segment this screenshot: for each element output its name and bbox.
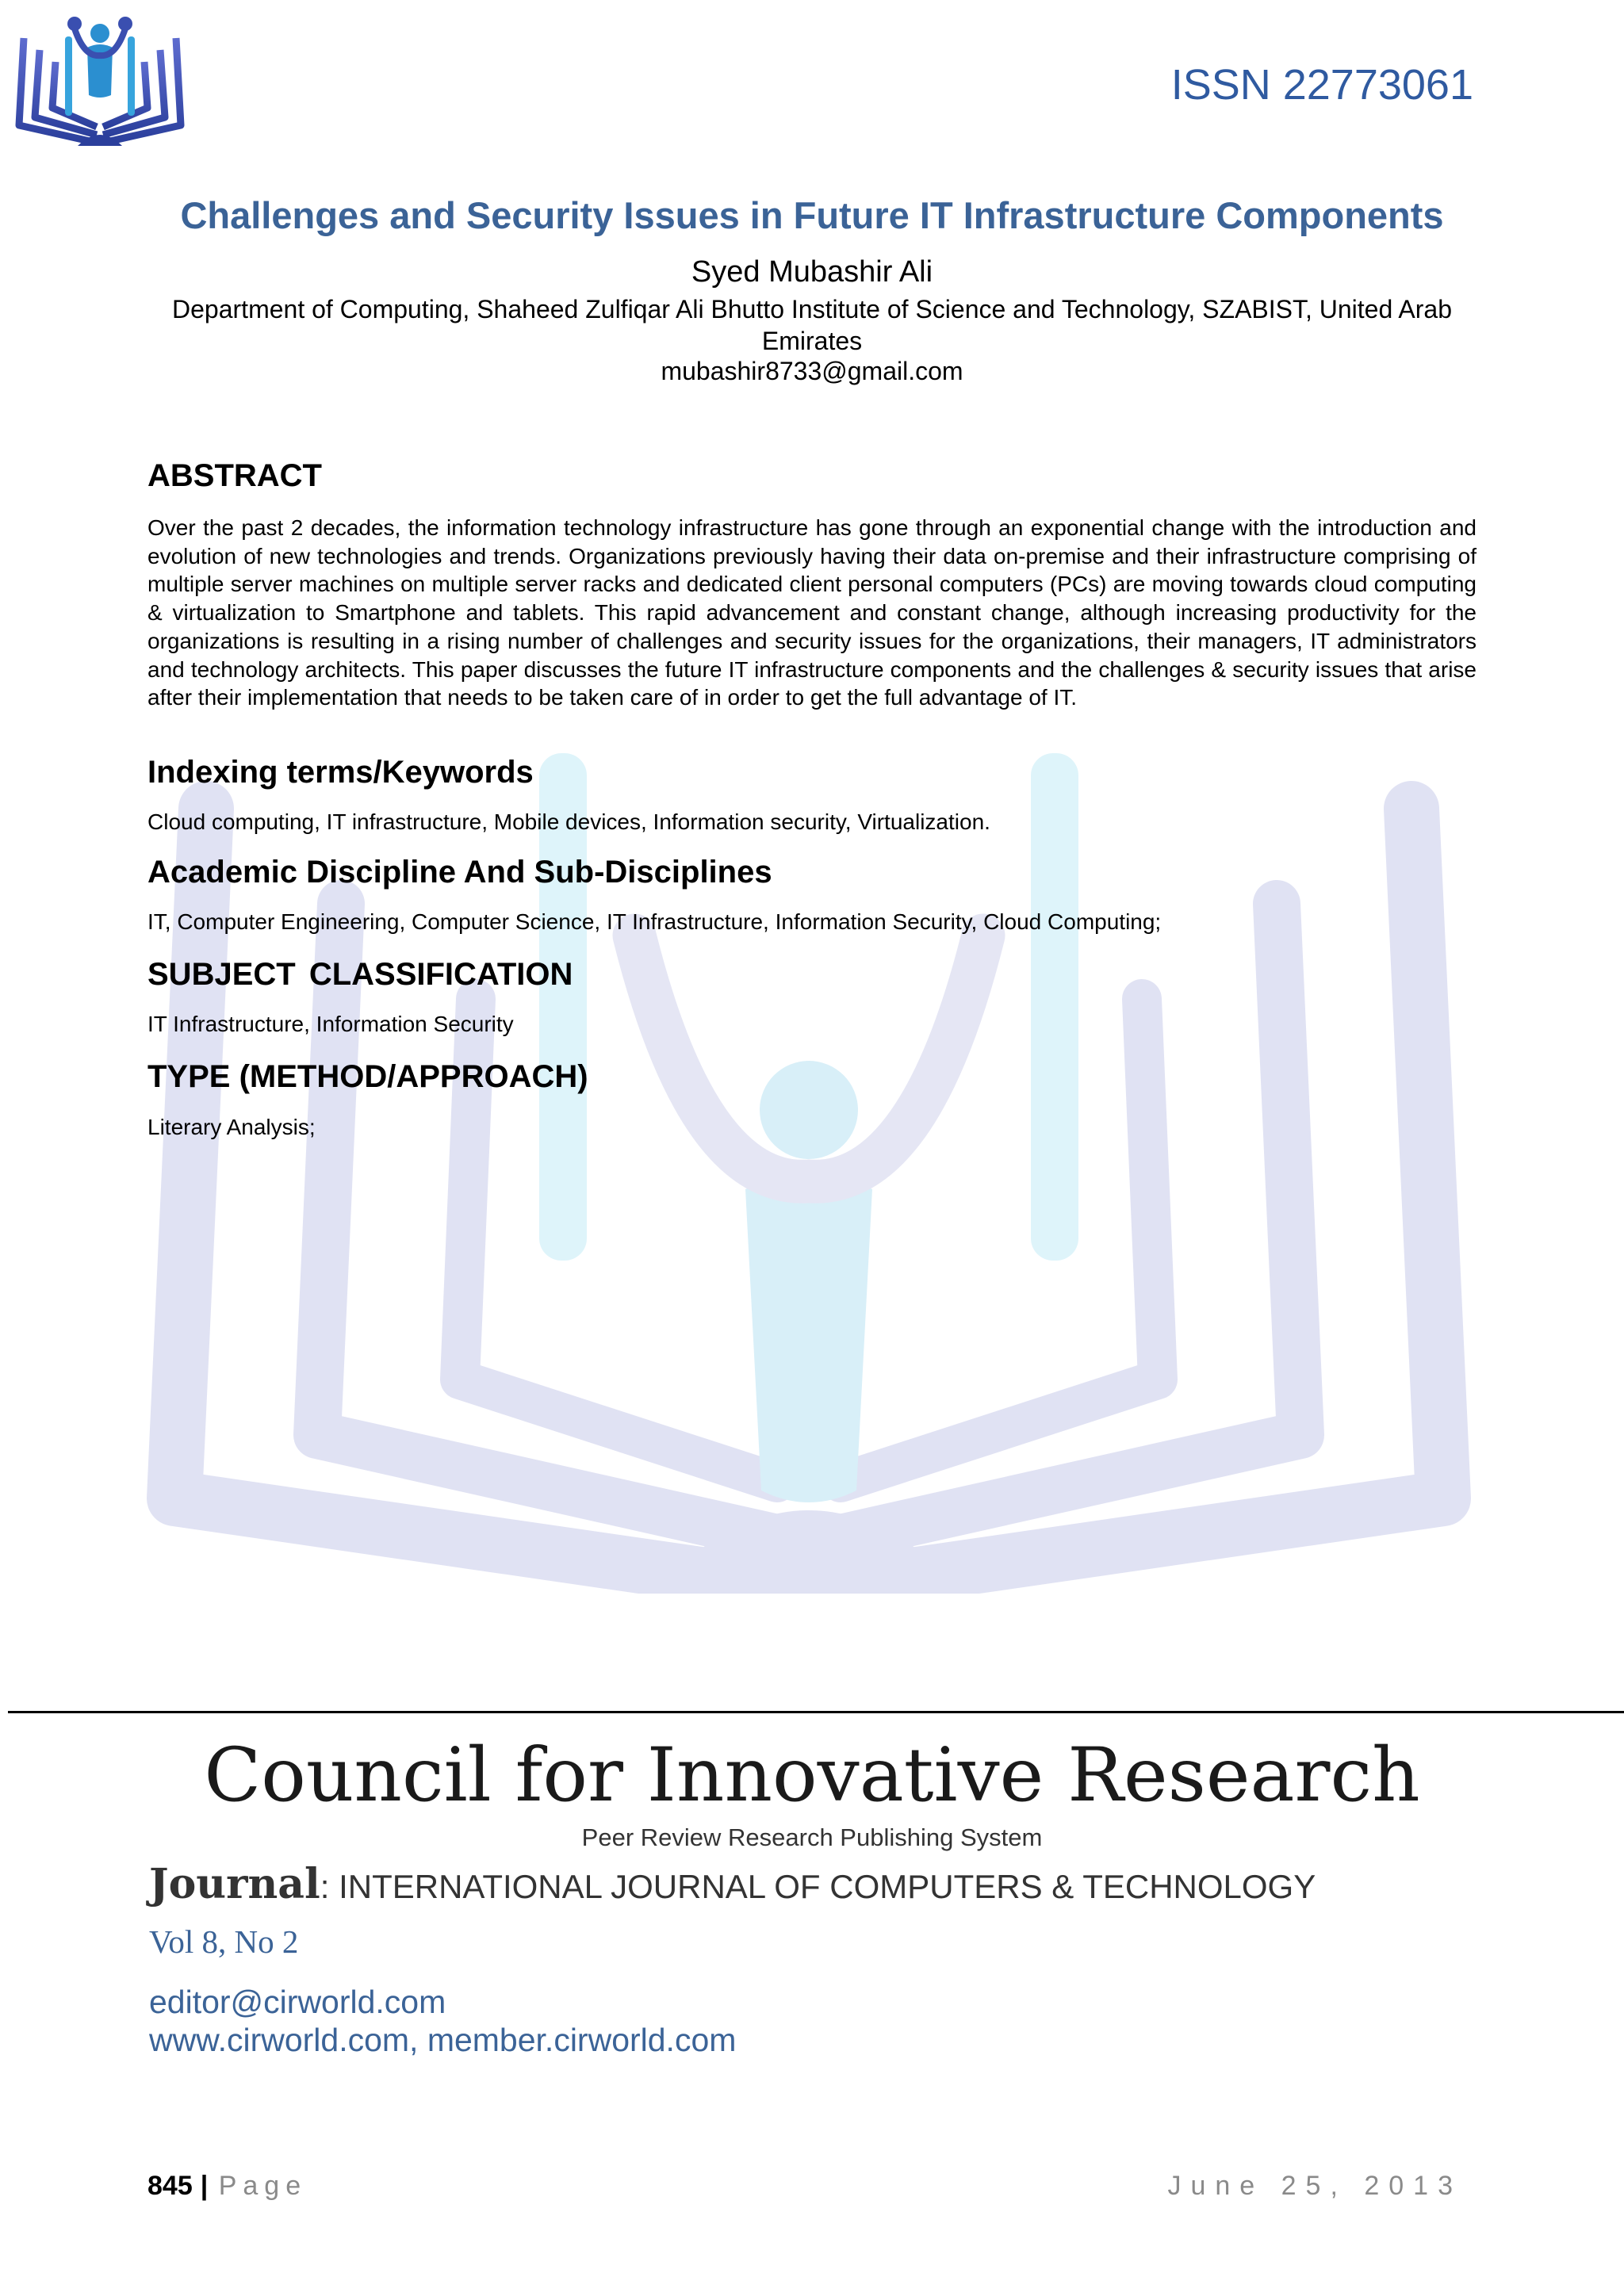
abstract-text: Over the past 2 decades, the information technology infrastructure has gone through an exponential change with the introduction and evolution of new technologies and trends. Organizations previously having their data on-premise and their infrastructure comprising of multiple server machines on multiple server racks and dedicated client personal computers (PCs) are moving towards cloud computing & virtualization to Smartphone and tablets. This rapid advancement and constant change, although increasing productivity for the organizations is resulting in a rising number of challenges and security issues for the organizations, their managers, IT administrators and technology architects. This paper discusses the future IT infrastructure components and the challenges & security issues that arise after their implementation that needs to be taken care of in order to get the full advantage of IT. xyxy=(147,515,1477,710)
journal-logo-icon xyxy=(8,6,192,146)
issn-label: ISSN 22773061 xyxy=(1170,61,1473,109)
type-heading: TYPE (METHOD/APPROACH) xyxy=(147,1059,588,1094)
keywords-heading: Indexing terms/Keywords xyxy=(147,755,534,790)
author-name: Syed Mubashir Ali xyxy=(691,255,933,289)
paper-title: Challenges and Security Issues in Future IT Infrastructure Components xyxy=(180,194,1444,236)
subject-classification-heading: SUBJECT CLASSIFICATION xyxy=(147,957,573,992)
author-email[interactable]: mubashir8733@gmail.com xyxy=(661,357,963,385)
author-affiliation: Department of Computing, Shaheed Zulfiqar Ali Bhutto Institute of Science and Technology, SZABIST, United Arab Emirates xyxy=(172,295,1452,355)
journal-line xyxy=(149,1860,1316,1908)
discipline-text: IT, Computer Engineering, Computer Science, IT Infrastructure, Information Security, Cloud Computing; xyxy=(147,909,1162,934)
page-word: Page xyxy=(218,2171,308,2201)
subject-classification-text: IT Infrastructure, Information Security xyxy=(147,1012,514,1036)
type-text: Literary Analysis; xyxy=(147,1115,316,1139)
page-number xyxy=(147,2171,307,2202)
page-number-value: 845 xyxy=(147,2171,193,2201)
contact-website-link[interactable]: www.cirworld.com, member.cirworld.com xyxy=(149,2022,737,2058)
page-separator: | xyxy=(200,2171,209,2201)
publisher-tagline: Peer Review Research Publishing System xyxy=(581,1823,1043,1851)
publisher-name: Council for Innovative Research xyxy=(204,1732,1420,1819)
publication-date: June 25, 2013 xyxy=(1167,2171,1462,2201)
footer-divider xyxy=(8,1711,1624,1713)
journal-name: : INTERNATIONAL JOURNAL OF COMPUTERS & TECHNOLOGY xyxy=(320,1868,1316,1905)
journal-label: Journal xyxy=(149,1860,320,1908)
abstract-heading: ABSTRACT xyxy=(147,458,322,493)
contact-email-link[interactable]: editor@cirworld.com xyxy=(149,1984,446,2020)
discipline-heading: Academic Discipline And Sub-Disciplines xyxy=(147,855,772,890)
keywords-text: Cloud computing, IT infrastructure, Mobile devices, Information security, Virtualization. xyxy=(147,809,990,834)
volume-issue: Vol 8, No 2 xyxy=(149,1923,299,1960)
